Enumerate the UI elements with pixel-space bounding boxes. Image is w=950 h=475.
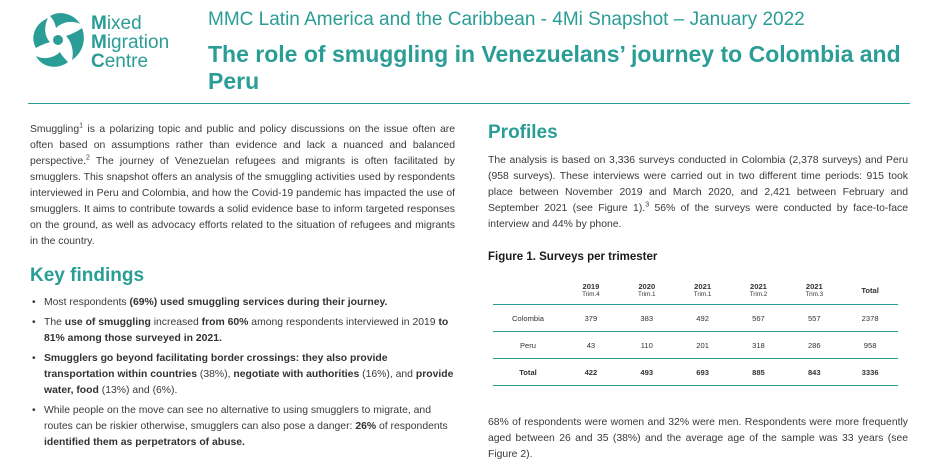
intro-paragraph: Smuggling$^1$ is a polarizing topic and public and policy discussions on the issue often are often based on assumptions rather than evidence and lack a nuanced and balanced perspective.$^2$ The journey of Venezuelan refugees and migrants is often facilitated by smugglers. This snapshot offers an analysis of the smuggling activities used by respondents interviewed in Peru and Colombia, and how the Covid-19 pandemic has impacted the use of smugglers. It aims to contribute towards a solid evidence base to inform targeted responses on the ground, as well as advocacy efforts related to the situation of refugees and migrants in the country.: [30, 122, 455, 247]
table-header-row: [493, 277, 898, 305]
key-findings-heading: Key findings: [30, 265, 145, 286]
footnote-ref-1[interactable]: 1: [79, 122, 84, 130]
footnote-ref-2[interactable]: 2: [86, 154, 90, 162]
bullet-icon: •: [32, 317, 36, 328]
header-divider: [28, 103, 910, 104]
table-cell: 567: [731, 305, 787, 332]
table-cell: 493: [619, 359, 675, 386]
logo-line-1: Mixed: [91, 13, 142, 34]
column-header: 2021 Trim.3: [786, 277, 842, 305]
table-cell: 843: [786, 359, 842, 386]
row-label: Peru: [493, 332, 563, 359]
column-header: 2019 Trim.4: [563, 277, 619, 305]
profiles-heading: Profiles: [488, 122, 558, 143]
column-header: [493, 277, 563, 305]
bullet-icon: •: [32, 297, 36, 308]
table-row: [493, 305, 898, 332]
column-header: Total: [842, 277, 898, 305]
table-cell: 318: [731, 332, 787, 359]
report-subtitle: MMC Latin America and the Caribbean - 4Mi Snapshot – January 2022: [208, 9, 805, 30]
table-cell: 286: [786, 332, 842, 359]
left-column: [30, 122, 455, 455]
table-cell: 885: [731, 359, 787, 386]
table-cell: 492: [675, 305, 731, 332]
table-row: [493, 332, 898, 359]
profiles-paragraph-1: The analysis is based on 3,336 surveys conducted in Colombia (2,378 surveys) and Peru (958 surveys). These interviews were carried out in two different time periods: 915 took place between November 2019 and March 2020, and 2,421 between February and September 2021 (see Figure 1).$^3$ 56% of the surveys were conducted by face-to-face interview and 44% by phone.: [488, 155, 908, 230]
table-cell: 379: [563, 305, 619, 332]
column-header: 2021 Trim.1: [675, 277, 731, 305]
profiles-paragraph-2: 68% of respondents were women and 32% were men. Respondents were more frequently aged between 26 and 35 (38%) and the average age of the sample was 33 years (see Figure 2).: [488, 417, 908, 460]
logo-wordmark: [91, 14, 169, 71]
row-label: Total: [493, 359, 563, 386]
report-header: [0, 0, 950, 104]
table-cell: 422: [563, 359, 619, 386]
row-label: Colombia: [493, 305, 563, 332]
column-header: 2020 Trim.1: [619, 277, 675, 305]
table-cell: 3336: [842, 359, 898, 386]
table-cell: 43: [563, 332, 619, 359]
mmc-logo-mark-icon: [28, 10, 88, 72]
mmc-logo: [28, 10, 188, 78]
table-cell: 958: [842, 332, 898, 359]
right-column: [488, 122, 908, 463]
bullet-icon: •: [32, 405, 36, 416]
table-cell: 383: [619, 305, 675, 332]
finding-item: • While people on the move can see no alternative to using smugglers to migrate, and routes can be riskier otherwise, smugglers can also pose a danger: 26% of respondents identified them as perpetrators of abuse.: [32, 405, 448, 448]
table-cell: 2378: [842, 305, 898, 332]
finding-item: • Most respondents (69%) used smuggling services during their journey.: [30, 295, 455, 311]
table-cell: 110: [619, 332, 675, 359]
footnote-ref-3[interactable]: 3: [645, 201, 650, 209]
figure-title: Figure 1. Surveys per trimester: [488, 251, 658, 263]
finding-item: • The use of smuggling increased from 60% among respondents interviewed in 2019 to 81% among those surveyed in 2021.: [32, 317, 449, 344]
logo-line-3: Centre: [91, 51, 149, 72]
bullet-icon: •: [32, 353, 36, 364]
table-cell: 557: [786, 305, 842, 332]
table-cell: 201: [675, 332, 731, 359]
finding-item: • Smugglers go beyond facilitating border crossings: they also provide transportation within countries (38%), negotiate with authorities (16%), and provide water, food (13%) and (6%).: [32, 353, 454, 396]
column-header: 2021 Trim.2: [731, 277, 787, 305]
table-total-row: [493, 359, 898, 386]
table-cell: 693: [675, 359, 731, 386]
logo-line-2: Migration: [91, 32, 170, 53]
surveys-table: [493, 277, 898, 386]
key-findings-list: [30, 295, 455, 451]
report-title: The role of smuggling in Venezuelans’ journey to Colombia and Peru: [208, 41, 901, 94]
